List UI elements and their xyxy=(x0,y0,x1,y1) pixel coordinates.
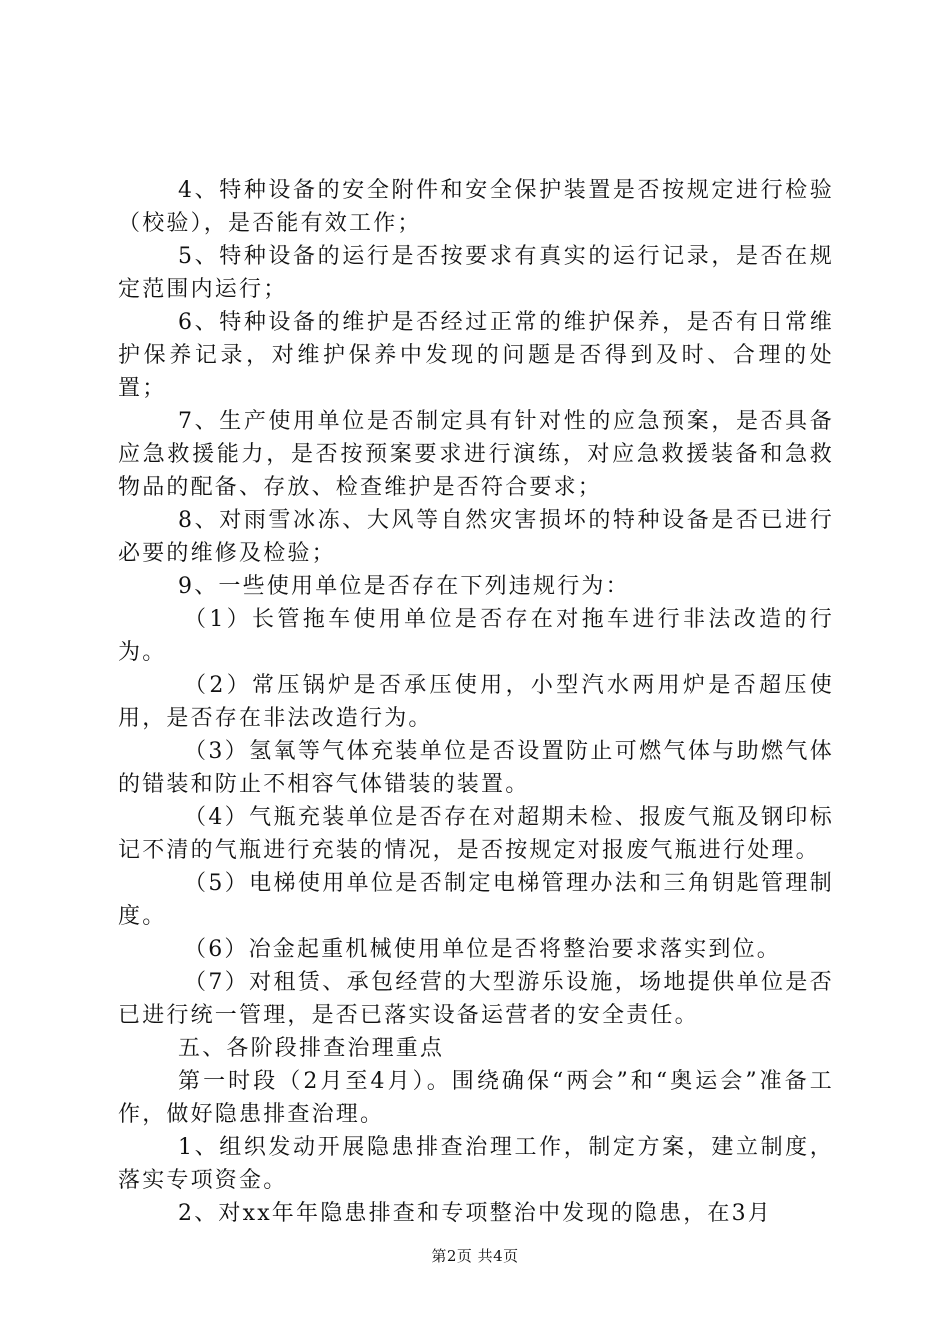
sub-item-3: （3）氢氧等气体充装单位是否设置防止可燃气体与助燃气体的错装和防止不相容气体错装的装置。 xyxy=(118,739,834,797)
sub-item-2: （2）常压锅炉是否承压使用，小型汽水两用炉是否超压使用，是否存在非法改造行为。 xyxy=(118,673,834,731)
sub-item-7: （7）对租赁、承包经营的大型游乐设施，场地提供单位是否已进行统一管理，是否已落实设备运营者的安全责任。 xyxy=(118,970,834,1028)
paragraph-item-9: 9、一些使用单位是否存在下列违规行为： xyxy=(178,574,630,599)
phase-item-1: 1、组织发动开展隐患排查治理工作，制定方案，建立制度，落实专项资金。 xyxy=(118,1135,834,1193)
phase-item-2: 2、对xx年年隐患排查和专项整治中发现的隐患，在3月 xyxy=(178,1201,773,1226)
paragraph-item-7: 7、生产使用单位是否制定具有针对性的应急预案，是否具备应急救援能力，是否按预案要求进行演练，对应急救援装备和急救物品的配备、存放、检查维护是否符合要求； xyxy=(118,409,834,500)
paragraph-item-8: 8、对雨雪冰冻、大风等自然灾害损坏的特种设备是否已进行必要的维修及检验； xyxy=(118,508,834,566)
sub-item-4: （4）气瓶充装单位是否存在对超期未检、报废气瓶及钢印标记不清的气瓶进行充装的情况，是否按规定对报废气瓶进行处理。 xyxy=(118,805,834,863)
page-number-footer: 第2页 共4页 xyxy=(431,1247,519,1265)
phase-one-paragraph: 第一时段（2月至4月）。围绕确保“两会”和“奥运会”准备工作，做好隐患排查治理。 xyxy=(118,1069,834,1127)
paragraph-item-6: 6、特种设备的维护是否经过正常的维护保养，是否有日常维护保养记录，对维护保养中发现的问题是否得到及时、合理的处置； xyxy=(118,310,834,401)
document-body xyxy=(118,174,834,1230)
paragraph-item-4: 4、特种设备的安全附件和安全保护装置是否按规定进行检验（校验），是否能有效工作； xyxy=(118,178,834,236)
section-heading: 五、各阶段排查治理重点 xyxy=(178,1036,445,1061)
paragraph-item-5: 5、特种设备的运行是否按要求有真实的运行记录，是否在规定范围内运行； xyxy=(118,244,834,302)
sub-item-1: （1）长管拖车使用单位是否存在对拖车进行非法改造的行为。 xyxy=(118,607,834,665)
sub-item-5: （5）电梯使用单位是否制定电梯管理办法和三角钥匙管理制度。 xyxy=(118,871,834,929)
sub-item-6: （6）冶金起重机械使用单位是否将整治要求落实到位。 xyxy=(184,937,781,962)
